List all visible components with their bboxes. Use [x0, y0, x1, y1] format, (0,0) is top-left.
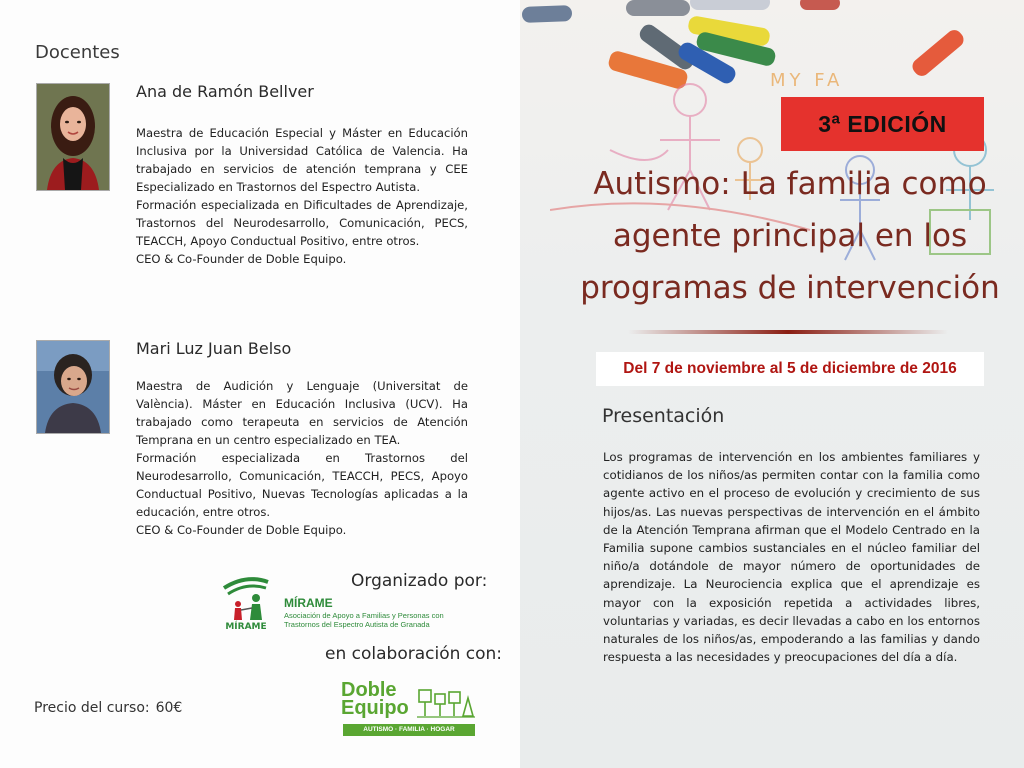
- teacher-photo-ana: [36, 83, 110, 191]
- course-title-line: Autismo: La familia como: [593, 166, 987, 202]
- bio-ana-paragraph: Formación especializada en Dificultades de Aprendizaje, Trastornos del Neurodesarrollo, Comunicación, PECS, TEACCH, Apoyo Conductual Positivo, entre otros.: [136, 198, 468, 248]
- bio-mariluz-paragraph: Formación especializada en Trastornos del Neurodesarrollo, Comunicación, TEACCH, PECS, Apoyo Conductual Positivo, Nuevas Tecnologías aplicadas a la educación, entre otros.: [136, 451, 468, 519]
- crayon-icon: [800, 0, 840, 10]
- course-dates: Del 7 de noviembre al 5 de diciembre de 2016: [596, 352, 984, 386]
- teacher-name-ana: Ana de Ramón Bellver: [136, 82, 314, 101]
- bio-mariluz-paragraph: CEO & Co-Founder de Doble Equipo.: [136, 523, 347, 537]
- doble-equipo-logo: [339, 680, 479, 744]
- course-price: [34, 700, 182, 716]
- doble-equipo-line1: Doble: [341, 679, 397, 701]
- presentation-heading: Presentación: [602, 405, 725, 427]
- teacher-bio-ana: [136, 124, 468, 268]
- portrait-mariluz-icon: [37, 341, 109, 433]
- bio-ana-paragraph: CEO & Co-Founder de Doble Equipo.: [136, 252, 347, 266]
- doble-equipo-line2: Equipo: [341, 697, 409, 719]
- mirame-logo-text: MÍRAME: [225, 622, 267, 632]
- doble-equipo-figures-icon: [417, 684, 475, 720]
- organized-by-label: Organizado por:: [351, 571, 488, 591]
- mirame-logo: [220, 574, 272, 634]
- course-title-line: agente principal en los: [612, 218, 968, 254]
- mirame-description: Asociación de Apoyo a Familias y Personas con Trastornos del Espectro Autista de Granada: [284, 611, 444, 629]
- portrait-ana-icon: [37, 84, 109, 190]
- price-value: 60€: [155, 700, 183, 716]
- drawing-text: MY FA: [770, 70, 844, 91]
- docentes-heading: Docentes: [35, 42, 120, 63]
- doble-equipo-tagline: AUTISMO · FAMILIA · HOGAR: [343, 724, 475, 736]
- edition-badge: 3ª EDICIÓN: [781, 97, 984, 151]
- course-title: [560, 158, 1020, 314]
- collaboration-label: en colaboración con:: [325, 644, 503, 664]
- presentation-text: Los programas de intervención en los ambientes familiares y cotidianos de los niños/as permiten contar con la familia como agente activo en el proceso de evolución y crecimiento de sus hijos/as. Las nuevas perspectivas de intervención en el ámbito de la Atención Temprana afirman que el Modelo Centrado en la Familia supone cambios sustanciales en el núcleo familiar del niño/a dotándole de mayor número de oportunidades de aprendizaje. La Neurociencia explica que el aprendizaje es mayor con la exposición repetida a actividades libres, voluntarias y variadas, es decir llevadas a cabo en los entornos naturales de los niños/as, empoderando a las familias y dando respuesta a las necesidades y preocupaciones del día a día.: [603, 450, 980, 665]
- bio-mariluz-paragraph: Maestra de Audición y Lenguaje (Universitat de València). Máster en Educación Inclusiva (UCV). Ha trabajado como terapeuta en servicios de Atención Temprana en un centro especializado en TEA.: [136, 379, 468, 447]
- crayon-icon: [626, 0, 690, 16]
- mirame-name: MÍRAME: [284, 596, 333, 610]
- crayon-icon: [522, 5, 573, 23]
- bio-ana-paragraph: Maestra de Educación Especial y Máster en Educación Inclusiva por la Universidad Católica de Valencia. Ha trabajado en servicios de atención temprana y CEE Especializado en Trastornos del Espectro Autista.: [136, 126, 468, 194]
- price-label: Precio del curso:: [34, 700, 150, 716]
- crayon-icon: [690, 0, 770, 10]
- teacher-bio-mariluz: [136, 377, 468, 539]
- teacher-name-mariluz: Mari Luz Juan Belso: [136, 339, 292, 358]
- title-divider: [628, 330, 948, 334]
- course-title-line: programas de intervención: [580, 270, 1000, 306]
- mirame-family-icon: [220, 574, 272, 624]
- teacher-photo-mariluz: [36, 340, 110, 434]
